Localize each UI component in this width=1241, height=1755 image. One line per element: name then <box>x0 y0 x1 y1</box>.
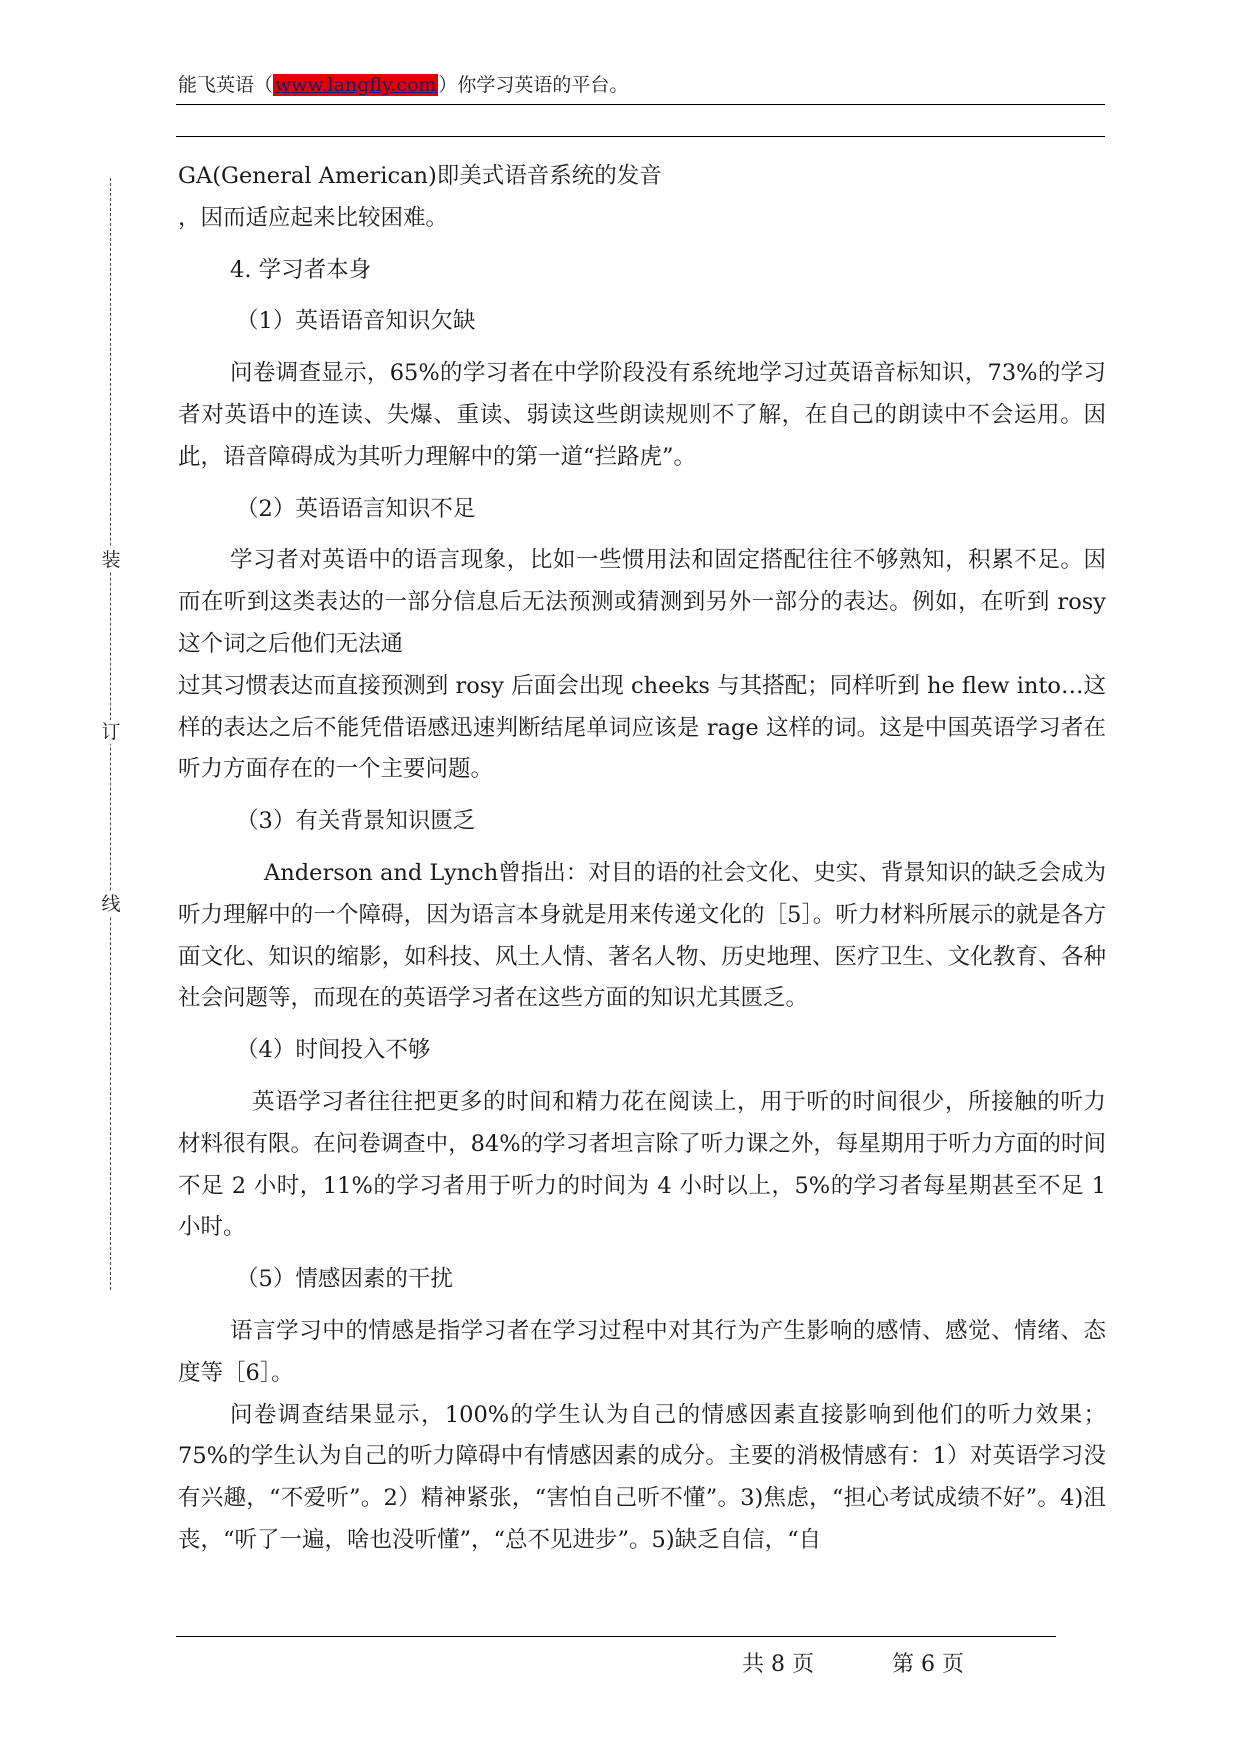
binding-char-zhuang: 装 <box>101 549 121 571</box>
binding-char-ding: 订 <box>101 721 121 743</box>
footer-rule <box>176 1636 1056 1637</box>
text-line-ga: GA(General American)即美式语音系统的发音 <box>178 163 662 189</box>
header-suffix: ）你学习英语的平台。 <box>438 74 629 96</box>
header-rule-lower <box>176 136 1105 137</box>
binding-char-xian: 线 <box>101 893 121 915</box>
section-heading-4: 4. 学习者本身 <box>230 256 372 283</box>
website-link[interactable]: www.langfly.com <box>275 74 437 96</box>
paragraph-background-text: 曾指出：对目的语的社会文化、史实、背景知识的缺乏会成为听力理解中的一个障碍，因为语言本身就是用来传递文化的［5］。听力材料所展示的就是各方面文化、知识的缩影，如科技、风土人情、著名人物、历史地理、医疗卫生、文化教育、各种社会问题等，而现在的英语学习者在这些方面的知识尤其匮乏。 <box>178 859 1106 1012</box>
current-page: 第 6 页 <box>892 1652 964 1677</box>
paragraph-phonetics: 问卷调查显示，65%的学习者在中学阶段没有系统地学习过英语音标知识，73%的学习者对英语中的连读、失爆、重读、弱读这些朗读规则不了解，在自己的朗读中不会运用。因此，语音障碍成为其听力理解中的第一道“拦路虎”。 <box>178 360 1106 470</box>
total-pages: 共 8 页 <box>742 1652 814 1677</box>
paragraph-time: 英语学习者往往把更多的时间和精力花在阅读上，用于听的时间很少，所接触的听力材料很有限。在问卷调查中，84%的学习者坦言除了听力课之外，每星期用于听力方面的时间不足 2 小时，11%的学习者用于听力的时间为 4 小时以上，5%的学习者每星期甚至不足 1 小时。 <box>178 1088 1106 1241</box>
paragraph-background <box>178 853 1106 1020</box>
subheading-1: （1）英语语音知识欠缺 <box>236 308 476 335</box>
text-line-adapt: ，因而适应起来比较困难。 <box>178 204 449 231</box>
header-rule <box>176 104 1105 105</box>
paragraph-affect: 语言学习中的情感是指学习者在学习过程中对其行为产生影响的感情、感觉、情绪、态度等［6］。 <box>178 1317 1106 1386</box>
document-body <box>178 156 1106 1562</box>
author-names: Anderson and Lynch <box>264 859 499 886</box>
subheading-3: （3）有关背景知识匮乏 <box>236 808 476 835</box>
subheading-2: （2）英语语言知识不足 <box>236 495 476 522</box>
paragraph-language-b: 过其习惯表达而直接预测到 rosy 后面会出现 cheeks 与其搭配；同样听到 he flew into…这样的表达之后不能凭借语感迅速判断结尾单词应该是 rage 这样的词。这是中国英语学习者在听力方面存在的一个主要问题。 <box>178 672 1106 783</box>
subheading-5: （5）情感因素的干扰 <box>236 1266 453 1293</box>
subheading-4: （4）时间投入不够 <box>236 1037 431 1064</box>
header-prefix: 能飞英语（ <box>178 74 274 96</box>
paragraph-survey: 问卷调查结果显示，100%的学生认为自己的情感因素直接影响到他们的听力效果；75%的学生认为自己的听力障碍中有情感因素的成分。主要的消极情感有：1）对英语学习没有兴趣，“不爱听”。2）精神紧张，“害怕自己听不懂”。3)焦虑，“担心考试成绩不好”。4)沮丧，“听了一遍，啥也没听懂”，“总不见进步”。5)缺乏自信，“自 <box>178 1401 1106 1553</box>
page-header <box>178 72 628 98</box>
paragraph-language-a: 学习者对英语中的语言现象，比如一些惯用法和固定搭配往往不够熟知，积累不足。因而在听到这类表达的一部分信息后无法预测或猜测到另外一部分的表达。例如，在听到 rosy 这个词之后他们无法通 <box>178 547 1106 657</box>
